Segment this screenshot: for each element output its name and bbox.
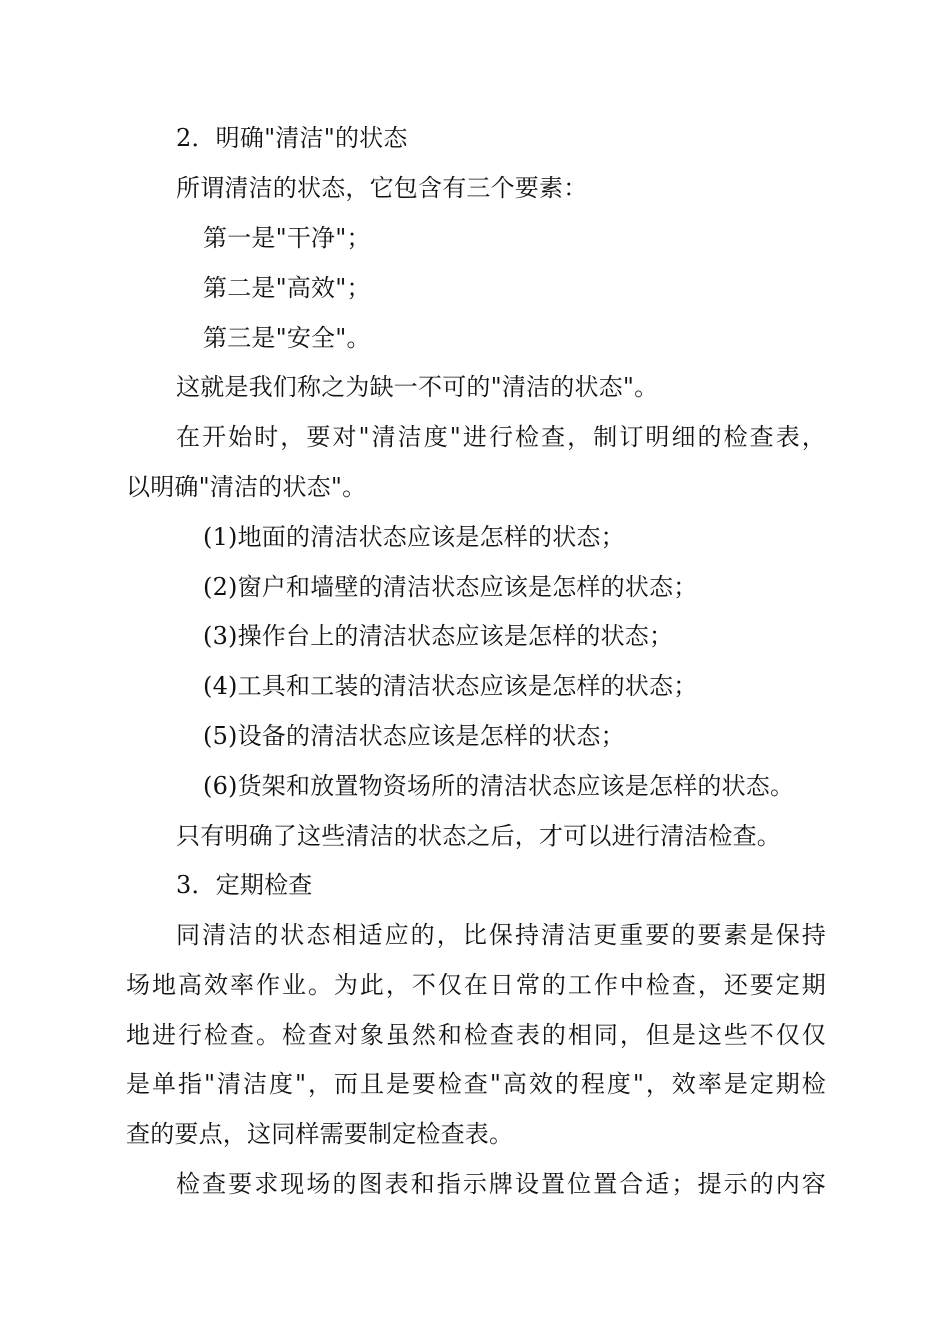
conclusion-paragraph: 这就是我们称之为缺一不可的"清洁的状态"。	[176, 373, 659, 401]
check-paragraph-line: 以明确"清洁的状态"。	[126, 473, 367, 501]
periodic-paragraph-line: 查的要点，这同样需要制定检查表。	[126, 1120, 514, 1148]
periodic-paragraph-line: 场地高效率作业。为此，不仅在日常的工作中检查，还要定期	[126, 971, 826, 999]
list-item: (5)设备的清洁状态应该是怎样的状态；	[203, 722, 625, 750]
check-paragraph-line: 在开始时，要对"清洁度"进行检查，制订明细的检查表，	[176, 423, 826, 451]
intro-paragraph: 所谓清洁的状态，它包含有三个要素：	[176, 174, 588, 202]
list-item: (3)操作台上的清洁状态应该是怎样的状态；	[203, 622, 674, 650]
section-heading-3: 3．定期检查	[176, 871, 313, 899]
list-item: (6)货架和放置物资场所的清洁状态应该是怎样的状态。	[203, 772, 795, 800]
periodic-paragraph-line: 地进行检查。检查对象虽然和检查表的相同，但是这些不仅仅	[126, 1021, 826, 1049]
element-item: 第三是"安全"。	[203, 324, 371, 352]
section-heading-2: 2．明确"清洁"的状态	[176, 124, 408, 152]
last-paragraph-line: 检查要求现场的图表和指示牌设置位置合适；提示的内容	[176, 1170, 826, 1198]
element-item: 第一是"干净"；	[203, 224, 371, 252]
after-items-paragraph: 只有明确了这些清洁的状态之后，才可以进行清洁检查。	[176, 822, 781, 850]
list-item: (2)窗户和墙壁的清洁状态应该是怎样的状态；	[203, 573, 698, 601]
element-item: 第二是"高效"；	[203, 274, 371, 302]
list-item: (4)工具和工装的清洁状态应该是怎样的状态；	[203, 672, 698, 700]
periodic-paragraph-line: 同清洁的状态相适应的，比保持清洁更重要的要素是保持	[176, 921, 826, 949]
periodic-paragraph-line: 是单指"清洁度"，而且是要检查"高效的程度"，效率是定期检	[126, 1070, 826, 1098]
list-item: (1)地面的清洁状态应该是怎样的状态；	[203, 523, 625, 551]
